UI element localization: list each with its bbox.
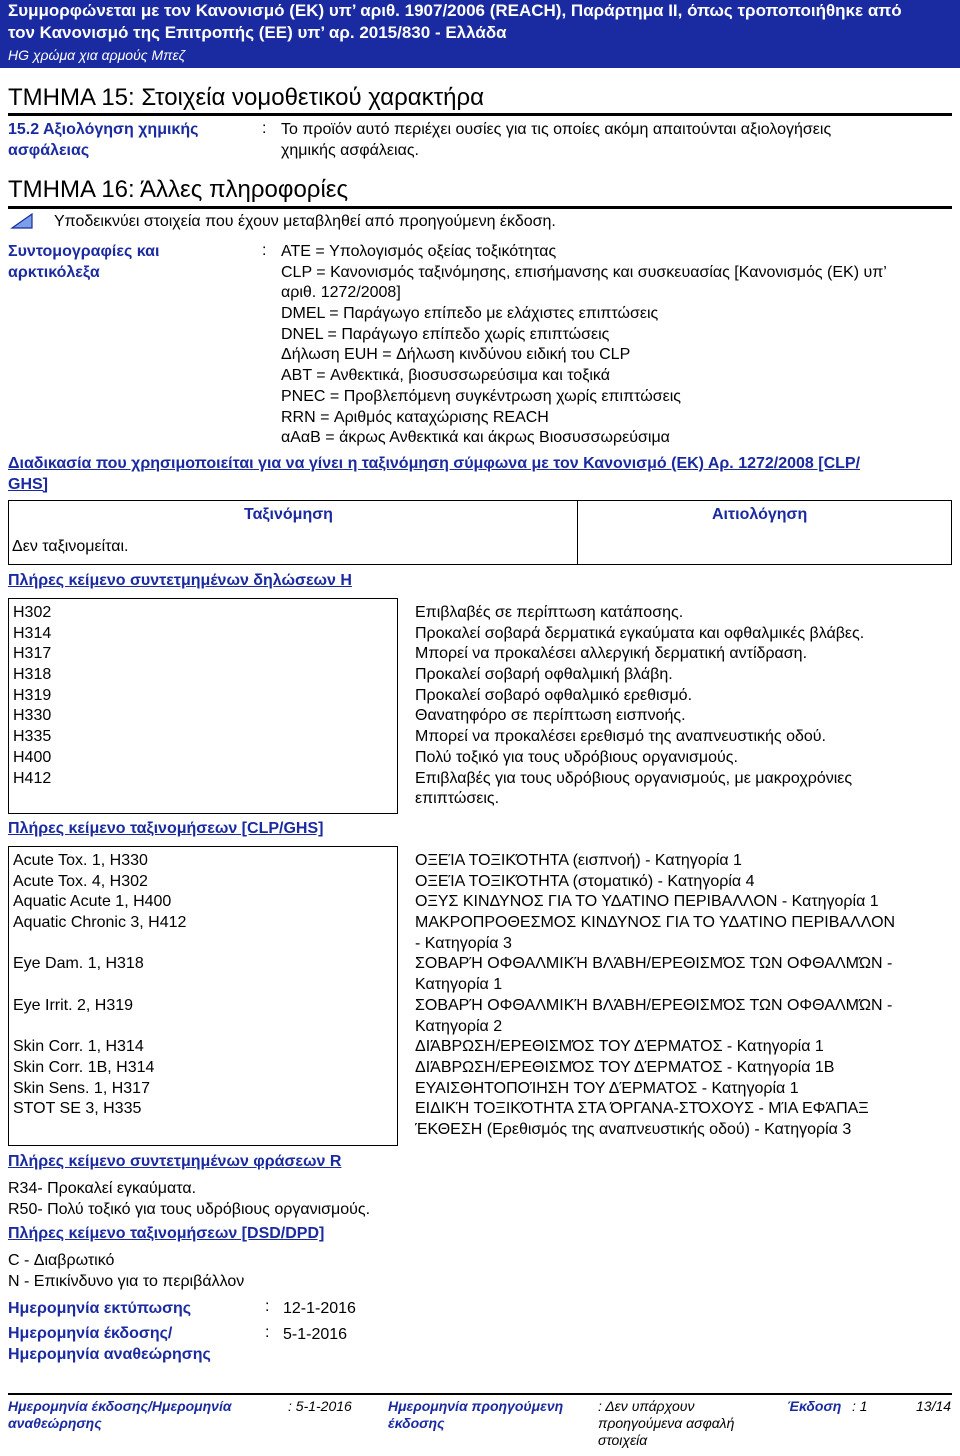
clp-texts-list bbox=[415, 851, 895, 1141]
issue-date-value: 5-1-2016 bbox=[283, 1326, 348, 1343]
section15-title: ΤΜΗΜΑ 15: Στοιχεία νομοθετικού χαρακτήρα bbox=[8, 84, 484, 111]
classification-table-divider bbox=[577, 500, 578, 565]
clp-text: ΟΞΥΣ ΚΙΝΔΥΝΟΣ ΓΙΑ ΤΟ ΥΔΑΤΙΝΟ ΠΕΡΙΒΑΛΛΟΝ - Κατηγορία 1 bbox=[415, 893, 879, 911]
footer-version-label: Έκδοση bbox=[787, 1398, 842, 1414]
dsd-item: N - Επικίνδυνο για το περιβάλλον bbox=[8, 1272, 245, 1290]
clp-text: ΕΥΑΙΣΘΗΤΟΠΟΊΗΣΗ ΤΟΥ ΔΈΡΜΑΤΟΣ - Κατηγορία 1 bbox=[415, 1079, 799, 1097]
clp-code: Skin Corr. 1B, H314 bbox=[13, 1058, 155, 1076]
issue-date-label-line1: Ημερομηνία έκδοσης/ bbox=[8, 1325, 173, 1342]
clp-text: Κατηγορία 1 bbox=[415, 976, 503, 994]
clp-code: Skin Sens. 1, H317 bbox=[13, 1079, 150, 1097]
abbreviation-item: CLP = Κανονισμός ταξινόμησης, επισήμανσης και συσκευασίας [Κανονισμός (ΕΚ) υπ’ bbox=[281, 263, 887, 281]
abbreviation-item: αριθ. 1272/2008] bbox=[281, 284, 401, 302]
clp-code: Aquatic Chronic 3, H412 bbox=[13, 914, 187, 932]
footer-issue-label-line2: αναθεώρησης bbox=[8, 1415, 102, 1431]
clp-text: Κατηγορία 2 bbox=[415, 1017, 503, 1035]
clp-text: ΕΙΔΙΚΉ ΤΟΞΙΚΌΤΗΤΑ ΣΤΑ ΌΡΓΑΝΑ-ΣΤΌΧΟΥΣ - ΜΊΑ ΕΦΆΠΑΞ bbox=[415, 1100, 869, 1118]
h-code: H314 bbox=[13, 624, 52, 642]
clp-text: - Κατηγορία 3 bbox=[415, 934, 512, 952]
footer-page-number: 13/14 bbox=[916, 1398, 952, 1414]
h-code: H412 bbox=[13, 769, 52, 787]
h-code: H400 bbox=[13, 748, 52, 766]
clp-code bbox=[13, 934, 186, 955]
footer-prev-label-line1: Ημερομηνία προηγούμενη bbox=[388, 1398, 564, 1414]
issue-date-colon: : bbox=[265, 1324, 270, 1341]
clp-code: Acute Tox. 4, H302 bbox=[13, 872, 148, 890]
clp-codes-list bbox=[13, 851, 186, 1120]
section15-rule bbox=[8, 113, 952, 116]
abbreviations-label-line2: αρκτικόλεξα bbox=[8, 263, 100, 281]
section15-label-line1: 15.2 Αξιολόγηση χημικής bbox=[8, 121, 199, 138]
h-statements-heading: Πλήρες κείμενο συντετμημένων δηλώσεων Η bbox=[8, 572, 352, 589]
clp-code: Skin Corr. 1, H314 bbox=[13, 1038, 144, 1056]
clp-heading: Πλήρες κείμενο ταξινομήσεων [CLP/GHS] bbox=[8, 820, 324, 837]
h-text: Προκαλεί σοβαρό οφθαλμικό ερεθισμό. bbox=[415, 686, 693, 704]
clp-code: Acute Tox. 1, H330 bbox=[13, 852, 148, 869]
abbreviation-item: DMEL = Παράγωγο επίπεδο με ελάχιστες επιπτώσεις bbox=[281, 305, 659, 323]
table-header-justification: Αιτιολόγηση bbox=[712, 506, 808, 523]
abbreviations-label-line1: Συντομογραφίες και bbox=[8, 243, 160, 260]
clp-text: ΜΑΚΡΟΠΡΟΘΕΣΜΟΣ ΚΙΝΔΥΝΟΣ ΓΙΑ ΤΟ ΥΔΑΤΙΝΟ ΠΕΡΙΒΑΛΛΟΝ bbox=[415, 914, 896, 932]
footer-prev-value-line2: προηγούμενα ασφαλή bbox=[598, 1415, 735, 1431]
clp-text: ΔΙΆΒΡΩΣΗ/ΕΡΕΘΙΣΜΌΣ ΤΟΥ ΔΈΡΜΑΤΟΣ - Κατηγορία 1B bbox=[415, 1058, 835, 1076]
classification-procedure-heading-line2: GHS] bbox=[8, 475, 48, 493]
h-codes-list bbox=[13, 603, 51, 789]
clp-text: ΣΟΒΑΡΉ ΟΦΘΑΛΜΙΚΉ ΒΛΆΒΗ/ΕΡΕΘΙΣΜΌΣ ΤΩΝ ΟΦΘΑΛΜΏΝ - bbox=[415, 955, 893, 973]
h-text: Μπορεί να προκαλέσει ερεθισμό της αναπνευστικής οδού. bbox=[415, 728, 826, 746]
abbreviation-item: αΑαΒ = άκρως Ανθεκτικά και άκρως Βιοσυσσωρεύσιμα bbox=[281, 429, 670, 447]
section15-text-line2: χημικής ασφάλειας. bbox=[281, 141, 419, 159]
dsd-list bbox=[8, 1251, 244, 1292]
h-code: H330 bbox=[13, 707, 52, 725]
h-code: H318 bbox=[13, 666, 52, 684]
footer-prev-value-line1: : Δεν υπάρχουν bbox=[598, 1398, 695, 1414]
section15-colon: : bbox=[262, 120, 267, 137]
section16-title: ΤΜΗΜΑ 16: Άλλες πληροφορίες bbox=[8, 176, 349, 203]
footer-issue-label-line1: Ημερομηνία έκδοσης/Ημερομηνία bbox=[8, 1398, 232, 1414]
footer-prev-label bbox=[388, 1398, 563, 1432]
section16-rule bbox=[8, 206, 952, 209]
clp-text: ΔΙΆΒΡΩΣΗ/ΕΡΕΘΙΣΜΌΣ ΤΟΥ ΔΈΡΜΑΤΟΣ - Κατηγορία 1 bbox=[415, 1038, 824, 1056]
section15-label-line2: ασφάλειας bbox=[8, 141, 90, 159]
header-regulation-line1: Συμμορφώνεται με τον Κανονισμό (ΕΚ) υπ’ αριθ. 1907/2006 (REACH), Παράρτημα ΙΙ, όπως τροποποιήθηκε από bbox=[8, 1, 902, 20]
table-cell-not-classified: Δεν ταξινομείται. bbox=[12, 538, 129, 555]
abbreviation-item: ABT = Ανθεκτικά, βιοσυσσωρεύσιμα και τοξικά bbox=[281, 367, 610, 385]
footer-issue-value: : 5-1-2016 bbox=[288, 1398, 352, 1414]
h-code: H335 bbox=[13, 728, 52, 746]
h-code: H319 bbox=[13, 686, 52, 704]
r-phrase: R34- Προκαλεί εγκαύματα. bbox=[8, 1180, 197, 1197]
print-date-value: 12-1-2016 bbox=[283, 1300, 356, 1317]
issue-date-label-line2: Ημερομηνία αναθεώρησης bbox=[8, 1345, 211, 1363]
header-regulation-line2: τον Κανονισμό της Επιτροπής (ΕΕ) υπ’ αρ. 2015/830 - Ελλάδα bbox=[8, 23, 507, 42]
clp-code bbox=[13, 975, 186, 996]
r-phrases-heading: Πλήρες κείμενο συντετμημένων φράσεων R bbox=[8, 1153, 342, 1170]
table-header-classification: Ταξινόμηση bbox=[244, 506, 333, 523]
abbreviation-item: DNEL = Παράγωγο επίπεδο χωρίς επιπτώσεις bbox=[281, 325, 610, 343]
clp-text: ΈΚΘΕΣΗ (Ερεθισμός της αναπνευστικής οδού) - Κατηγορία 3 bbox=[415, 1120, 852, 1138]
classification-procedure-heading-line1: Διαδικασία που χρησιμοποιείται για να γίνει η ταξινόμηση σύμφωνα με τον Κανονισμό (ΕΚ) Αρ. 1272/2008 [CLP/ bbox=[8, 455, 861, 472]
clp-code bbox=[13, 1017, 186, 1038]
r-phrases-list bbox=[8, 1179, 370, 1220]
h-text: Μπορεί να προκαλέσει αλλεργική δερματική αντίδραση. bbox=[415, 645, 808, 663]
h-text: Προκαλεί σοβαρή οφθαλμική βλάβη. bbox=[415, 666, 673, 684]
clp-text: ΟΞΕΊΑ ΤΟΞΙΚΌΤΗΤΑ (εισπνοή) - Κατηγορία 1 bbox=[415, 852, 742, 869]
h-text: Πολύ τοξικό για τους υδρόβιους οργανισμούς. bbox=[415, 748, 738, 766]
footer-prev-label-line2: έκδοσης bbox=[388, 1415, 445, 1431]
dsd-heading: Πλήρες κείμενο ταξινομήσεων [DSD/DPD] bbox=[8, 1225, 325, 1242]
footer-issue-label bbox=[8, 1398, 232, 1432]
h-text: Επιβλαβές σε περίπτωση κατάποσης. bbox=[415, 604, 684, 621]
classification-procedure-heading bbox=[8, 454, 860, 495]
abbreviations-colon: : bbox=[262, 242, 267, 259]
clp-code: STOT SE 3, H335 bbox=[13, 1100, 142, 1118]
change-indicator-icon bbox=[10, 212, 36, 230]
clp-text: ΟΞΕΊΑ ΤΟΞΙΚΌΤΗΤΑ (στοματικό) - Κατηγορία 4 bbox=[415, 872, 755, 890]
header-product-name: HG χρώμα χια αρμούς Μπεζ bbox=[8, 47, 186, 63]
h-codes-box bbox=[8, 598, 398, 814]
clp-code: Eye Dam. 1, H318 bbox=[13, 955, 144, 973]
abbreviation-item: Δήλωση EUH = Δήλωση κινδύνου ειδική του CLP bbox=[281, 346, 631, 364]
h-texts-list bbox=[415, 603, 864, 810]
print-date-label: Ημερομηνία εκτύπωσης bbox=[8, 1300, 192, 1317]
clp-code: Eye Irrit. 2, H319 bbox=[13, 996, 134, 1014]
abbreviation-item: RRN = Αριθμός καταχώρισης REACH bbox=[281, 408, 549, 426]
h-text: Επιβλαβές για τους υδρόβιους οργανισμούς, με μακροχρόνιες bbox=[415, 769, 853, 787]
document-header bbox=[0, 0, 960, 68]
issue-date-label bbox=[8, 1324, 211, 1365]
h-text: επιπτώσεις. bbox=[415, 790, 500, 808]
section15-label bbox=[8, 120, 198, 161]
h-code: H302 bbox=[13, 604, 52, 621]
abbreviation-item: ATE = Υπολογισμός οξείας τοξικότητας bbox=[281, 243, 557, 260]
h-text: Προκαλεί σοβαρά δερματικά εγκαύματα και οφθαλμικές βλάβες. bbox=[415, 624, 865, 642]
h-text: Θανατηφόρο σε περίπτωση εισπνοής. bbox=[415, 707, 686, 725]
footer-prev-value bbox=[598, 1398, 734, 1449]
print-date-colon: : bbox=[265, 1298, 270, 1315]
section15-text bbox=[281, 120, 831, 161]
h-code: H317 bbox=[13, 645, 52, 663]
footer-version-value: : 1 bbox=[852, 1398, 868, 1414]
clp-code: Aquatic Acute 1, H400 bbox=[13, 893, 172, 911]
clp-text: ΣΟΒΑΡΉ ΟΦΘΑΛΜΙΚΉ ΒΛΆΒΗ/ΕΡΕΘΙΣΜΌΣ ΤΩΝ ΟΦΘΑΛΜΏΝ - bbox=[415, 996, 893, 1014]
section15-text-line1: Το προϊόν αυτό περιέχει ουσίες για τις οποίες ακόμη απαιτούνται αξιολογήσεις bbox=[281, 121, 832, 138]
r-phrase: R50- Πολύ τοξικό για τους υδρόβιους οργανισμούς. bbox=[8, 1200, 371, 1218]
abbreviations-list bbox=[281, 242, 887, 449]
change-note: Υποδεικνύει στοιχεία που έχουν μεταβληθεί από προηγούμενη έκδοση. bbox=[54, 213, 556, 230]
dsd-item: C - Διαβρωτικό bbox=[8, 1252, 115, 1269]
footer-rule bbox=[8, 1393, 952, 1395]
abbreviations-label bbox=[8, 242, 159, 283]
footer-prev-value-line3: στοιχεία bbox=[598, 1432, 648, 1448]
abbreviation-item: PNEC = Προβλεπόμενη συγκέντρωση χωρίς επιπτώσεις bbox=[281, 387, 681, 405]
classification-table bbox=[8, 500, 952, 565]
